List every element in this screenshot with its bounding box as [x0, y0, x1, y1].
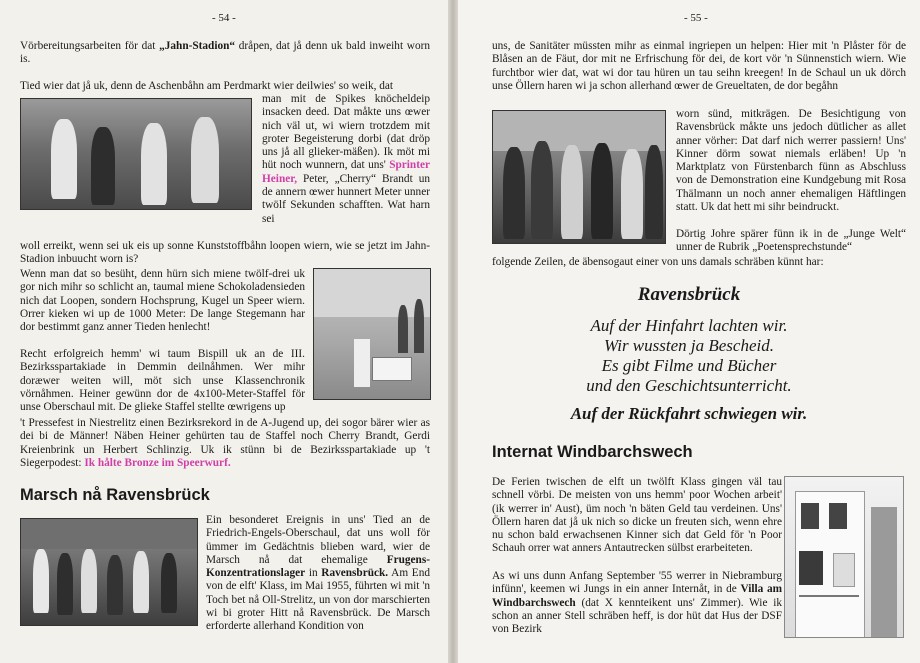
text: Am End von de elft' Klass, im Mai 1955, führten wi mit 'n Toch bet nå Oll-Strelitz, un von dor marschierten wi bi groter Hitt nå Ravensbrück. De Marsch erforderte allerhand Kondition von: [206, 567, 430, 633]
paragraph: Recht erfolgreich hemm' wi taum Bispill uk an de III. Bezirksspartakiade in Demmin deilnåhmen. Wer mihr doræwer weiten will, möt sich unse Klassenchronik vörnåhmen. Heiner gewünn dor de 4x100-Meter-Staffel för unse Oberschaul mit. De glieke Staffel stellte œwrigens up: [20, 348, 305, 414]
text: man mit de Spikes knöcheldeip insacken deed. Dat måkte uns œwer nich väl ut, wi wiern trotzdem mit groter Begeisterung dorbi (dat dröp uns jå all glieker-mäßen). Ik möt mi hüt noch wunnern, dat uns': [262, 93, 430, 172]
text: in: [305, 567, 322, 580]
text: (dat X kennteikent uns' Zimmer). Wie ik schon an anner Stell schräben heff, is dor hüt dat Hus der DSF von Bezirk: [492, 596, 782, 636]
page-number: - 54 -: [212, 12, 236, 24]
paragraph: Wenn man dat so besüht, denn hürn sich miene twölf-drei uk gor nich mihr so schlicht an, taumal miene Schokoladensieden nich dat Loopen, sondern Hochsprung, Kugel un Speer wiern. Orrer kieken wi up de 1000 Meter: De lange Stegemann har dor bestimmt ganz anner Tieden henlecht!: [20, 268, 305, 334]
place-name: Ravensbrück.: [321, 567, 389, 580]
paragraph: [20, 40, 430, 67]
paragraph: [206, 514, 430, 634]
camp-name: Frugens-Konzentrationslager: [206, 553, 430, 580]
march-photo: [20, 518, 198, 626]
text: Ein besonderet Ereignis in uns' Tied an de Friedrich-Engels-Oberschaul, dat uns woll för ümmer im Gedächtnis blieben ward, wier de Marsch nå dat ehemalige: [206, 514, 430, 566]
page-number: - 55 -: [684, 12, 708, 24]
text: Vörbereitungsarbeiten för dat: [20, 40, 160, 52]
stadium-name: „Jahn-Stadion“: [159, 40, 236, 52]
poem-line: Auf der Hinfahrt lachten wir.: [590, 316, 788, 335]
paragraph: [262, 93, 430, 226]
villa-photo: [784, 476, 904, 638]
group-photo: [492, 110, 666, 244]
paragraph: uns, de Sanitäter müssten mihr as einmal ingriepen un helpen: Hier mit 'n Plåster för de Blåsen an de Fäut, dor mit ne Erfrischung för dei, de kort vör 'n Sünnenstich wiern. Wie furchtbor wier dat, wat wi dor tau hüren un tau seihn kreegen! In de Schaul un uk dörch unse Öllern haren wi ja schon allerhand œwer de Greueltaten, de dor begåhn: [492, 40, 906, 92]
paragraph-line: Tied wier dat jå uk, denn de Aschenbåhn am Perdmarkt wier deilwies' so weik, dat: [20, 80, 394, 92]
podium-photo: [313, 268, 431, 400]
text: As wi uns dunn Anfang September '55 werrer in Niebramburg infünn', keemen wi Jungs in ein anner Internåt, in de: [492, 570, 782, 596]
paragraph: De Ferien twischen de elft un twölft Klass gingen väl tau schnell vörbi. De meisten von uns hemm' poor Wochen arbeit' (ik werrer in' Aust), üm noch 'n bäten Geld tau verdeinen. Uns' Öllern haren dat jå uk nich so dicke un freuten sich, wenn ehre nu schon bald erwachsenen Kinner sich dat Geld för 'n Poor Schauh orrer wat anners Antautrecken sülbst erarbeiteten.: [492, 476, 782, 555]
paragraph: woll erreikt, wenn sei uk eis up sonne Kunststoffbåhn loopen wiern, wie se jetzt im Jahn-Stadion inbuucht worn is?: [20, 240, 430, 266]
paragraph: worn sünd, mitkrägen. De Besichtigung von Ravensbrück måkte uns jedoch dütlicher as allet anner vörher: Dat darf nich werrer passiern! Uns' Kinner dörm sowat niemals erläben! Up 'n Marktplatz von Fürstenbarch fünn as Abschluss von de Demonstration eine Kundgebung mit Rosa Thälmann un noch anner ehemaligen Häftlingen statt. Uk dat hett mi sihr beindruckt.: [676, 108, 906, 214]
poem-line: Es gibt Filme und Bücher: [601, 356, 777, 375]
book-gutter: [448, 0, 458, 663]
poem-line: und den Geschichtsunterricht.: [586, 376, 792, 395]
text: Peter, „Cherry“ Brandt un de annern œwer hunnert Meter unner twölf Sekunden schafften. Wat harn sei: [262, 172, 430, 225]
sprinter-label: Sprinter Heiner,: [262, 159, 430, 185]
text: 't Pressefest in Niestrelitz einen Bezirksrekord in de A-Jugend up, dei sogor bärer wier as dei bi de Männer! Näben Heiner gehürten tau de Staffel noch Cherry Brandt, Gerdi Kreienbrink un Herbert Schlinzig. Uk ik stünn bi de Bezirksspartakiade up 't Siegerpodest:: [20, 417, 430, 469]
section-heading: Internat Windbarchswech: [492, 443, 693, 461]
section-heading: Marsch nå Ravensbrück: [20, 486, 210, 504]
paragraph: [492, 570, 782, 636]
paragraph: folgende Zeilen, de äbensogaut einer von uns damals schräben künnt har:: [492, 256, 824, 268]
paragraph: Dörtig Johre spärer fünn ik in de „Junge Welt“ unner de Rubrik „Poetensprechstunde“: [676, 228, 906, 254]
poem-title: Ravensbrück: [637, 284, 741, 305]
sprint-photo: [20, 98, 252, 210]
text: dråpen, dat jå denn uk bald inweiht worn is.: [20, 40, 431, 66]
villa-name: Villa am Windbarchswech: [492, 583, 783, 609]
right-page: [458, 0, 920, 663]
paragraph: [20, 417, 430, 470]
poem-last-line: Auf der Rückfahrt schwiegen wir.: [570, 404, 808, 423]
bronze-highlight: Ik hålte Bronze im Speerwurf.: [84, 456, 231, 469]
poem-line: Wir wussten ja Bescheid.: [604, 336, 774, 355]
left-page: [0, 0, 448, 663]
